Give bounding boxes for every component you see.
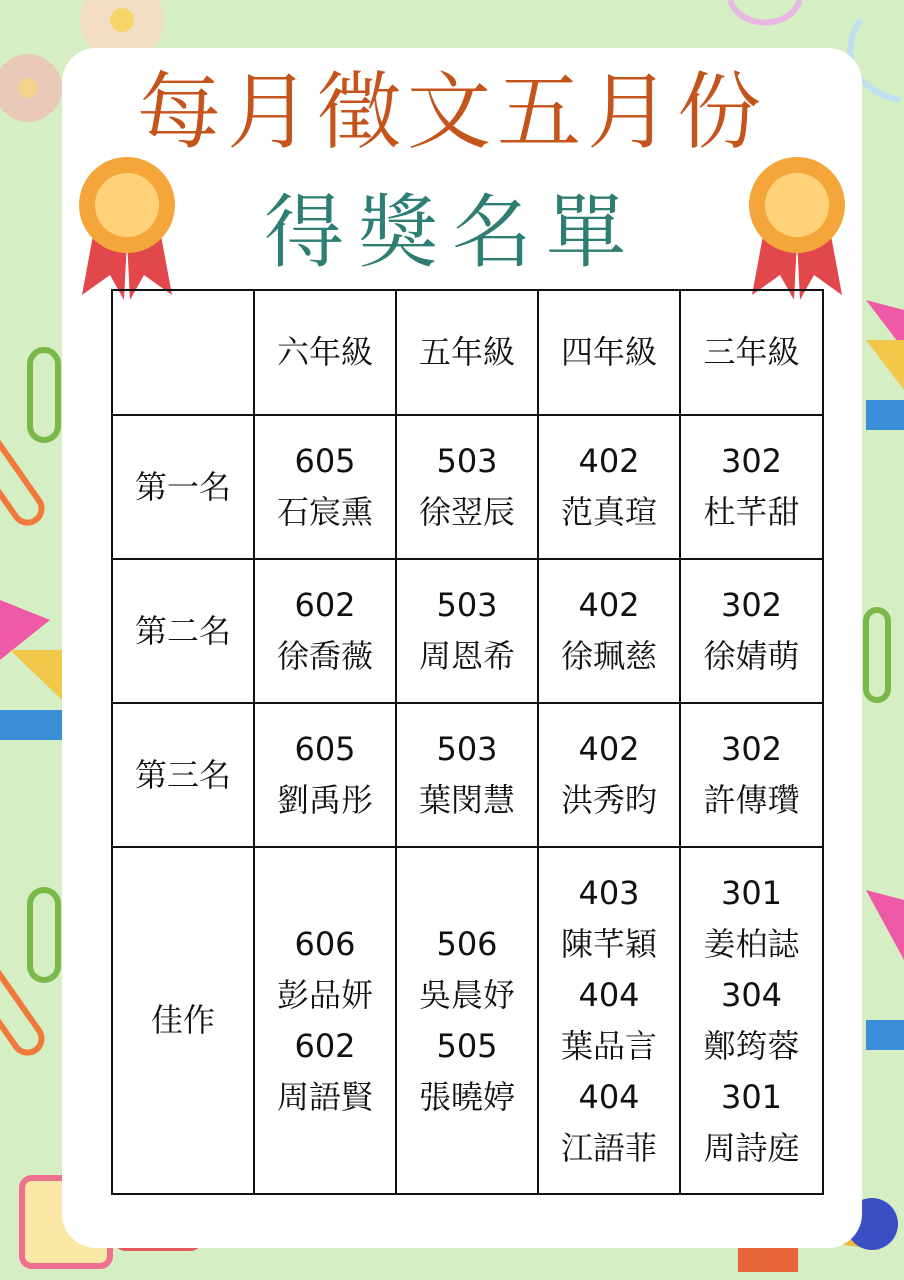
student-name: 吳晨妤	[418, 975, 515, 1014]
header-grade-3: 三年級	[680, 290, 823, 415]
class-number: 602	[294, 586, 356, 624]
student-name: 周語賢	[276, 1077, 373, 1116]
winner-cell	[396, 703, 538, 847]
header-grade-5: 五年級	[396, 290, 538, 415]
student-name: 彭品妍	[276, 975, 373, 1014]
header-grade-4: 四年級	[538, 290, 680, 415]
class-number: 403	[578, 873, 640, 912]
class-number: 505	[436, 1026, 498, 1065]
class-number: 402	[578, 730, 640, 768]
rank-label: 第二名	[112, 559, 254, 703]
class-number: 602	[294, 1026, 356, 1065]
winner-cell	[254, 703, 396, 847]
table-header-row	[112, 290, 823, 415]
winner-cell	[680, 703, 823, 847]
class-number: 402	[578, 442, 640, 480]
student-name: 陳芊穎	[560, 924, 657, 963]
ruler-icon	[866, 300, 904, 1050]
class-number: 402	[578, 586, 640, 624]
class-number: 605	[294, 730, 356, 768]
student-name: 劉禹彤	[276, 781, 373, 819]
winner-cell	[680, 559, 823, 703]
class-number: 503	[436, 586, 498, 624]
class-number: 304	[720, 975, 783, 1014]
header-grade-6: 六年級	[254, 290, 396, 415]
winner-cell	[254, 847, 396, 1194]
student-name: 葉品言	[560, 1026, 657, 1065]
student-name: 徐婧萌	[703, 637, 800, 675]
ruler-icon	[0, 600, 62, 740]
winner-cell	[396, 559, 538, 703]
student-name: 張曉婷	[418, 1077, 515, 1116]
student-name: 杜芊甜	[703, 493, 800, 531]
student-name: 范真瑄	[560, 493, 657, 531]
table-row	[112, 847, 823, 1194]
student-name: 徐珮慈	[560, 637, 657, 675]
table-row	[112, 559, 823, 703]
winner-cell	[254, 415, 396, 559]
page-title: 每月徵文五月份	[136, 63, 767, 161]
student-name: 周詩庭	[703, 1128, 800, 1167]
table-row	[112, 415, 823, 559]
winner-cell	[538, 703, 680, 847]
class-number: 506	[436, 924, 498, 963]
class-number: 503	[436, 730, 498, 768]
winner-cell	[680, 415, 823, 559]
class-number: 302	[720, 586, 783, 624]
table-row	[112, 703, 823, 847]
class-number: 404	[578, 975, 640, 1014]
page-subtitle: 得獎名單	[264, 186, 640, 279]
rank-label: 第一名	[112, 415, 254, 559]
winner-cell	[254, 559, 396, 703]
rank-label: 第三名	[112, 703, 254, 847]
student-name: 周恩希	[418, 637, 515, 675]
class-number: 302	[720, 730, 783, 768]
winner-cell	[396, 847, 538, 1194]
class-number: 404	[578, 1077, 640, 1116]
student-name: 石宸熏	[276, 493, 373, 531]
class-number: 606	[294, 924, 356, 963]
student-name: 葉閔慧	[418, 781, 515, 819]
class-number: 301	[720, 1077, 783, 1116]
student-name: 洪秀昀	[560, 781, 657, 819]
student-name: 徐翌辰	[418, 493, 515, 531]
class-number: 503	[436, 442, 498, 480]
class-number: 605	[294, 442, 356, 480]
winner-cell	[396, 415, 538, 559]
winner-cell	[538, 415, 680, 559]
paperclip-icon	[0, 350, 58, 1058]
award-winners-table	[111, 289, 824, 1195]
class-number: 302	[720, 442, 783, 480]
winner-cell	[680, 847, 823, 1194]
rank-label: 佳作	[112, 847, 254, 1194]
winner-cell	[538, 559, 680, 703]
class-number: 301	[720, 873, 783, 912]
student-name: 許傳瓚	[703, 781, 800, 819]
heart-outline-icon	[730, 0, 800, 23]
winner-cell	[538, 847, 680, 1194]
student-name: 鄭筠蓉	[703, 1026, 800, 1065]
student-name: 姜柏誌	[703, 924, 800, 963]
corner-cell	[112, 290, 254, 415]
student-name: 徐喬薇	[276, 637, 373, 675]
student-name: 江語菲	[560, 1128, 657, 1167]
